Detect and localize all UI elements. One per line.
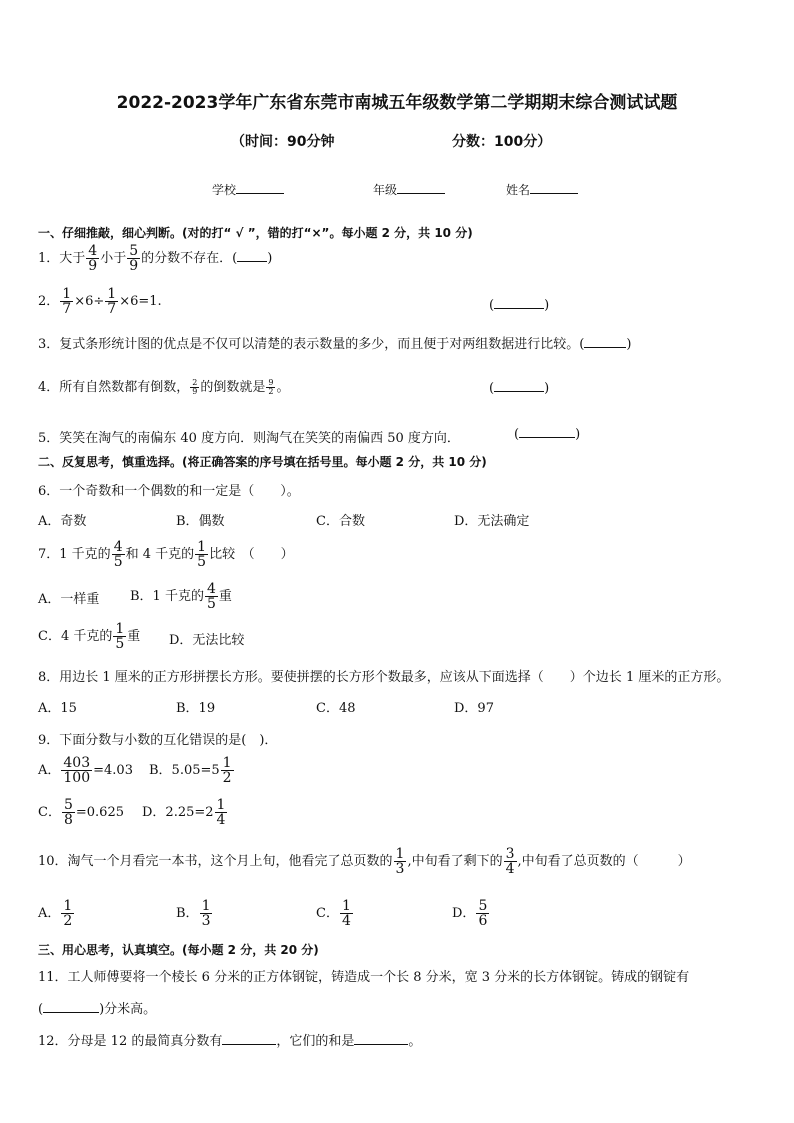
total-score: 分数：100分） [452,134,552,150]
question-11-line2: ( )分米高。 [38,1002,157,1017]
fraction: $\frac{1}{2}$ [222,755,232,786]
section-3-heading: 三、用心思考，认真填空。(每小题 2 分，共 20 分) [38,943,319,957]
name-field[interactable] [506,181,578,198]
q8-option-a[interactable]: A．15 [38,701,77,716]
question-9: 9．下面分数与小数的互化错误的是( )． [38,733,278,748]
time-limit: （时间：90分钟 [231,134,335,150]
grade-field[interactable] [373,181,445,198]
question-3: 3．复式条形统计图的优点是不仅可以清楚的表示数量的多少，而且便于对两组数据进行比较。( ) [38,337,632,352]
q7-option-b[interactable]: B．1 千克的 $\frac{4}{5}$ 重 [130,581,232,612]
section-2-heading: 二、反复思考，慎重选择。(将正确答案的序号填在括号里。每小题 2 分，共 10 分) [38,455,487,469]
q6-option-a[interactable]: A．奇数 [38,514,87,529]
fraction: $\frac{9}{2}$ [268,378,274,396]
question-8: 8．用边长 1 厘米的正方形拼摆长方形。要使拼摆的长方形个数最多，应该从下面选择（ ）个边长 1 厘米的正方形。 [38,670,730,685]
q9-option-d[interactable]: D．2.25=2 $\frac{1}{4}$ [142,797,226,828]
answer-blank[interactable] [43,1012,99,1013]
question-5: 5．笑笑在淘气的南偏东 40 度方向．则淘气在笑笑的南偏西 50 度方向． [38,431,460,446]
question-11: 11．工人师傅要将一个棱长 6 分米的正方体钢锭，铸造成一个长 8 分米，宽 3 分米的长方体钢锭。铸成的钢锭有 [38,970,690,985]
question-4: 4．所有自然数都有倒数， $\frac{2}{9}$ 的倒数就是 $\frac{9}{2}$ 。 [38,378,290,396]
question-7: 7．1 千克的 $\frac{4}{5}$ 和 4 千克的 $\frac{1}{5}$ 比较 （ ） [38,539,294,570]
fraction: $\frac{1}{5}$ [115,621,125,652]
fraction: $\frac{1}{5}$ [197,539,207,570]
grade-label: 年级 [373,183,398,197]
school-field[interactable] [212,181,284,198]
answer-blank[interactable] [222,1044,276,1045]
question-2: 2． $\frac{1}{7}$ ×6÷ $\frac{1}{7}$ ×6=1. [38,286,162,317]
school-label: 学校 [212,183,237,197]
q8-option-c[interactable]: C．48 [316,701,356,716]
q9-option-b[interactable]: B．5.05=5 $\frac{1}{2}$ [149,755,232,786]
fraction: $\frac{1}{4}$ [216,797,226,828]
question-12: 12．分母是 12 的最简真分数有 ，它们的和是 。 [38,1034,422,1049]
answer-blank[interactable] [237,261,267,262]
fraction: $\frac{1}{3}$ [201,898,211,929]
question-6: 6．一个奇数和一个偶数的和一定是（ ）。 [38,484,300,499]
q7-option-a[interactable]: A．一样重 [38,592,100,607]
q7-option-d[interactable]: D．无法比较 [169,633,245,648]
fraction: $\frac{1}{3}$ [395,846,405,877]
fraction: $\frac{403}{100}$ [63,755,91,786]
answer-paren-2[interactable]: ( ) [489,298,550,313]
page-title: 2022-2023学年广东省东莞市南城五年级数学第二学期期末综合测试试题 [116,93,678,113]
fraction: $\frac{4}{9}$ [88,243,98,274]
fraction: $\frac{4}{5}$ [113,539,123,570]
fraction: $\frac{1}{7}$ [62,286,72,317]
fraction: $\frac{1}{2}$ [63,898,73,929]
answer-paren-4[interactable]: ( ) [489,381,550,396]
fraction: $\frac{5}{9}$ [129,243,139,274]
section-1-heading: 一、仔细推敲，细心判断。(对的打“ √ ”，错的打“×”。每小题 2 分，共 10 分) [38,226,473,240]
fraction: $\frac{4}{5}$ [206,581,216,612]
q10-option-b[interactable]: B． $\frac{1}{3}$ [176,898,211,929]
answer-blank[interactable] [584,347,626,348]
q6-option-c[interactable]: C．合数 [316,514,365,529]
q8-option-b[interactable]: B．19 [176,701,216,716]
fraction: $\frac{5}{6}$ [478,898,488,929]
q9-option-a[interactable]: A． $\frac{403}{100}$ =4.03 [38,755,133,786]
q8-option-d[interactable]: D．97 [454,701,494,716]
q6-option-d[interactable]: D．无法确定 [454,514,530,529]
q7-option-c[interactable]: C．4 千克的 $\frac{1}{5}$ 重 [38,621,141,652]
answer-blank[interactable] [354,1044,408,1045]
q6-option-b[interactable]: B．偶数 [176,514,225,529]
answer-paren-5[interactable]: ( ) [514,427,581,442]
fraction: $\frac{1}{7}$ [107,286,117,317]
fraction: $\frac{1}{4}$ [341,898,351,929]
fraction: $\frac{2}{9}$ [192,378,198,396]
question-1: 1．大于 $\frac{4}{9}$ 小于 $\frac{5}{9}$ 的分数不存在．( ) [38,243,273,274]
fraction: $\frac{3}{4}$ [505,846,515,877]
fraction: $\frac{5}{8}$ [63,797,73,828]
question-10: 10．淘气一个月看完一本书，这个月上旬，他看完了总页数的 $\frac{1}{3}$ ,中旬看了剩下的 $\frac{3}{4}$ ,中旬看了总页数的（ ） [38,846,691,877]
q9-option-c[interactable]: C． $\frac{5}{8}$ =0.625 [38,797,124,828]
name-label: 姓名 [506,183,531,197]
q10-option-c[interactable]: C． $\frac{1}{4}$ [316,898,351,929]
q10-option-d[interactable]: D． $\frac{5}{6}$ [452,898,488,929]
q10-option-a[interactable]: A． $\frac{1}{2}$ [38,898,73,929]
